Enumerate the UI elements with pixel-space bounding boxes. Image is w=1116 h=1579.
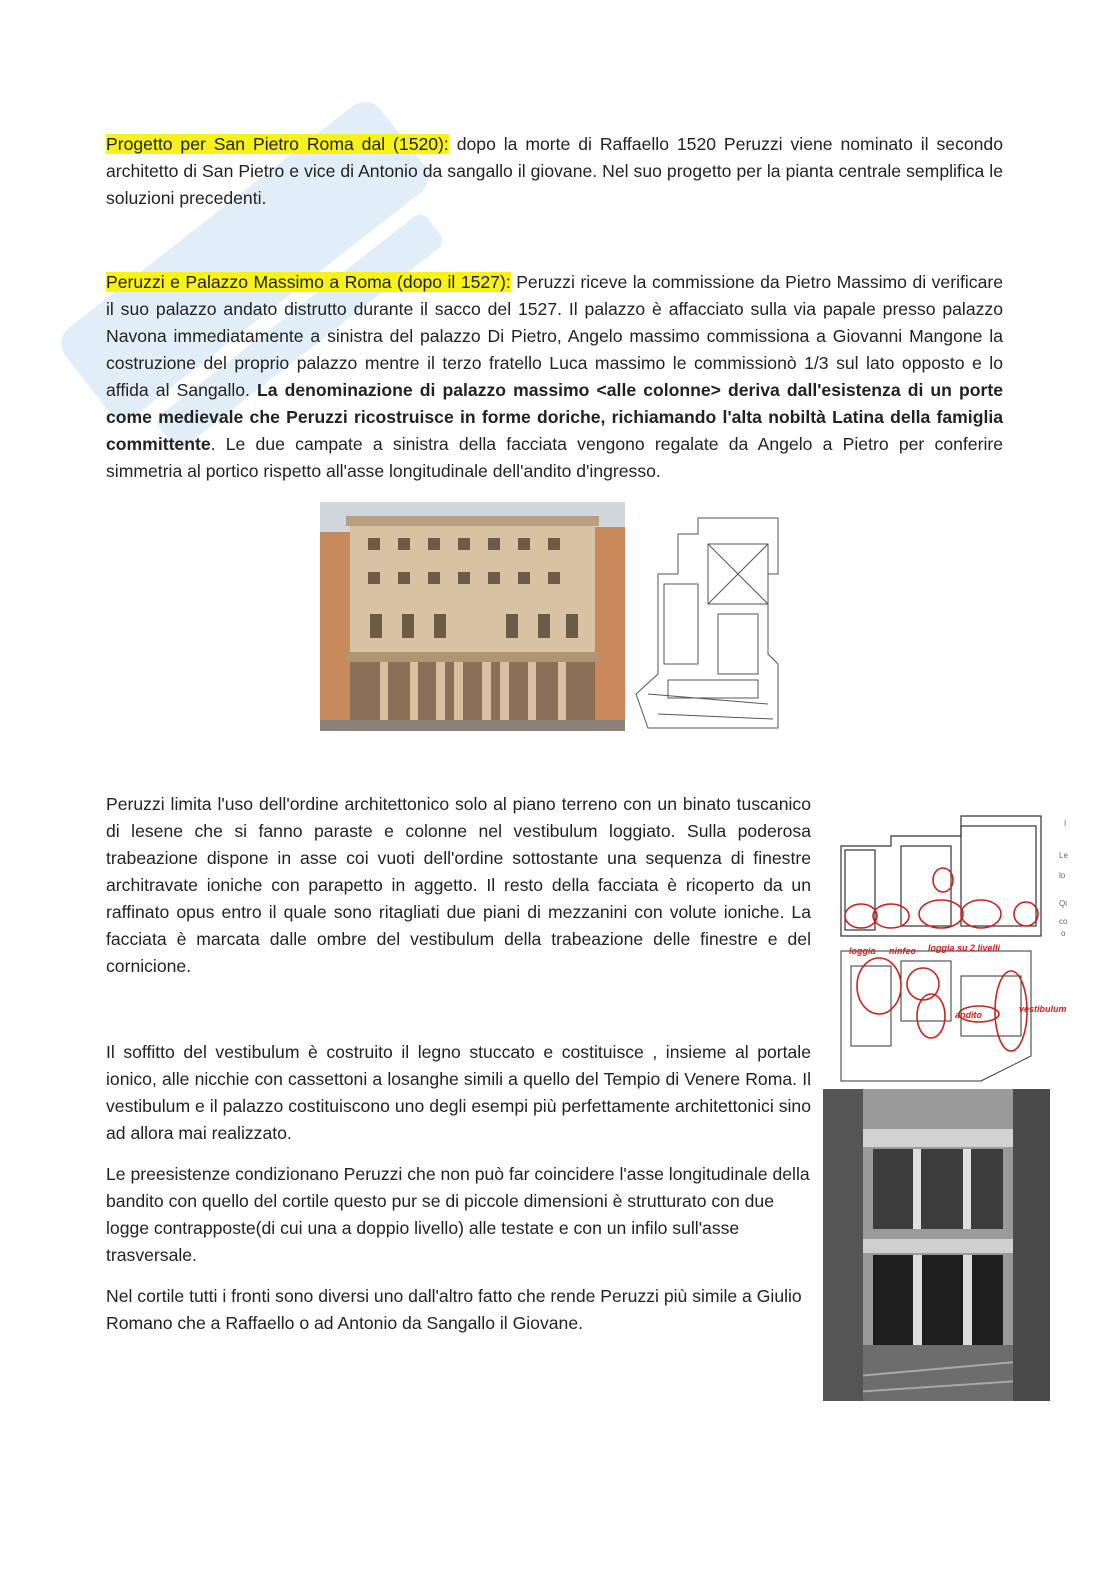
side-label-lo: lo xyxy=(1059,871,1066,880)
section-2-paragraph xyxy=(106,269,1003,485)
label-andito: andito xyxy=(955,1010,982,1020)
section-2-body-bold: La denominazione di palazzo massimo <alle colonne> deriva dall'esistenza di un porte come medievale che Peruzzi ricostruisce in forme doriche, richiamando l'alta nobiltà Latina della famiglia committente xyxy=(106,380,1003,454)
side-label-i: I xyxy=(1064,819,1067,828)
courtyard-photo xyxy=(823,1089,1050,1401)
side-label-le: Le xyxy=(1059,851,1068,860)
paragraph-3: Peruzzi limita l'uso dell'ordine architettonico solo al piano terreno con un binato tuscanico di lesene che si fanno paraste e colonne nel vestibulum loggiato. Sulla poderosa trabeazione dispone in asse coi vuoti dell'ordine sottostante una sequenza di finestre architravate ioniche con parapetto in aggetto. Il resto della facciata è ricoperto da un raffinato opus entro il quale sono ritagliati due piani di mezzanini con volute ioniche. La facciata è marcata dalle ombre del vestibulum della trabeazione delle finestre e del cornicione. xyxy=(106,794,811,976)
palazzo-facade-photo xyxy=(320,502,625,731)
section-2-body-a: Peruzzi riceve la commissione da Pietro Massimo di verificare il suo palazzo andato distrutto durante il sacco del 1527. Il palazzo è affacciato sulla via papale presso palazzo Navona immediatamente a sinistra del palazzo Di Pietro, Angelo massimo commissiona a Giovanni Mangone la costruzione del proprio palazzo mentre il terzo fratello Luca massimo le commissionò 1/3 sul lato opposto e lo affida al Sangallo. xyxy=(106,272,1003,400)
paragraph-4: Il soffitto del vestibulum è costruito il legno stuccato e costituisce , insieme al portale ionico, alle nicchie con cassettoni a losanghe simili a quello del Tempio di Venere Roma. Il vestibulum e il palazzo costituiscono uno degli esempi più perfettamente architettonici sino ad allora mai realizzato. xyxy=(106,1042,811,1143)
palazzo-plan-drawing xyxy=(628,514,788,732)
paragraph-6: Nel cortile tutti i fronti sono diversi uno dall'altro fatto che rende Peruzzi più simile a Giulio Romano che a Raffaello o ad Antonio da Sangallo il Giovane. xyxy=(106,1286,802,1333)
label-vestibulum: vestibulum xyxy=(1019,1004,1067,1014)
side-label-co: co xyxy=(1059,917,1068,926)
section-1-heading: Progetto per San Pietro Roma dal (1520): xyxy=(106,134,449,154)
section-plan-diagram xyxy=(831,806,1071,1084)
label-loggia: loggia xyxy=(849,946,876,956)
side-label-qi: Qi xyxy=(1059,899,1067,908)
label-loggia-due-livelli: loggia su 2 livelli xyxy=(928,943,1001,953)
section-2-body-b: . Le due campate a sinistra della facciata vengono regalate da Angelo a Pietro per conferire simmetria al portico rispetto all'asse longitudinale dell'andito d'ingresso. xyxy=(106,434,1003,481)
section-1-body: dopo la morte di Raffaello 1520 Peruzzi viene nominato il secondo architetto di San Pietro e vice di Antonio da sangallo il giovane. Nel suo progetto per la pianta centrale semplifica le soluzioni precedenti. xyxy=(106,134,1004,208)
label-ninfeo: ninfeo xyxy=(889,946,916,956)
section-2-heading: Peruzzi e Palazzo Massimo a Roma (dopo il 1527): xyxy=(106,272,511,292)
paragraph-5: Le preesistenze condizionano Peruzzi che non può far coincidere l'asse longitudinale della bandito con quello del cortile questo pur se di piccole dimensioni è strutturato con due logge contrapposte(di cui una a doppio livello) alle testate e con un infilo sull'asse trasversale. xyxy=(106,1164,810,1265)
section-1-paragraph xyxy=(106,131,1003,212)
side-label-o: o xyxy=(1061,929,1066,938)
